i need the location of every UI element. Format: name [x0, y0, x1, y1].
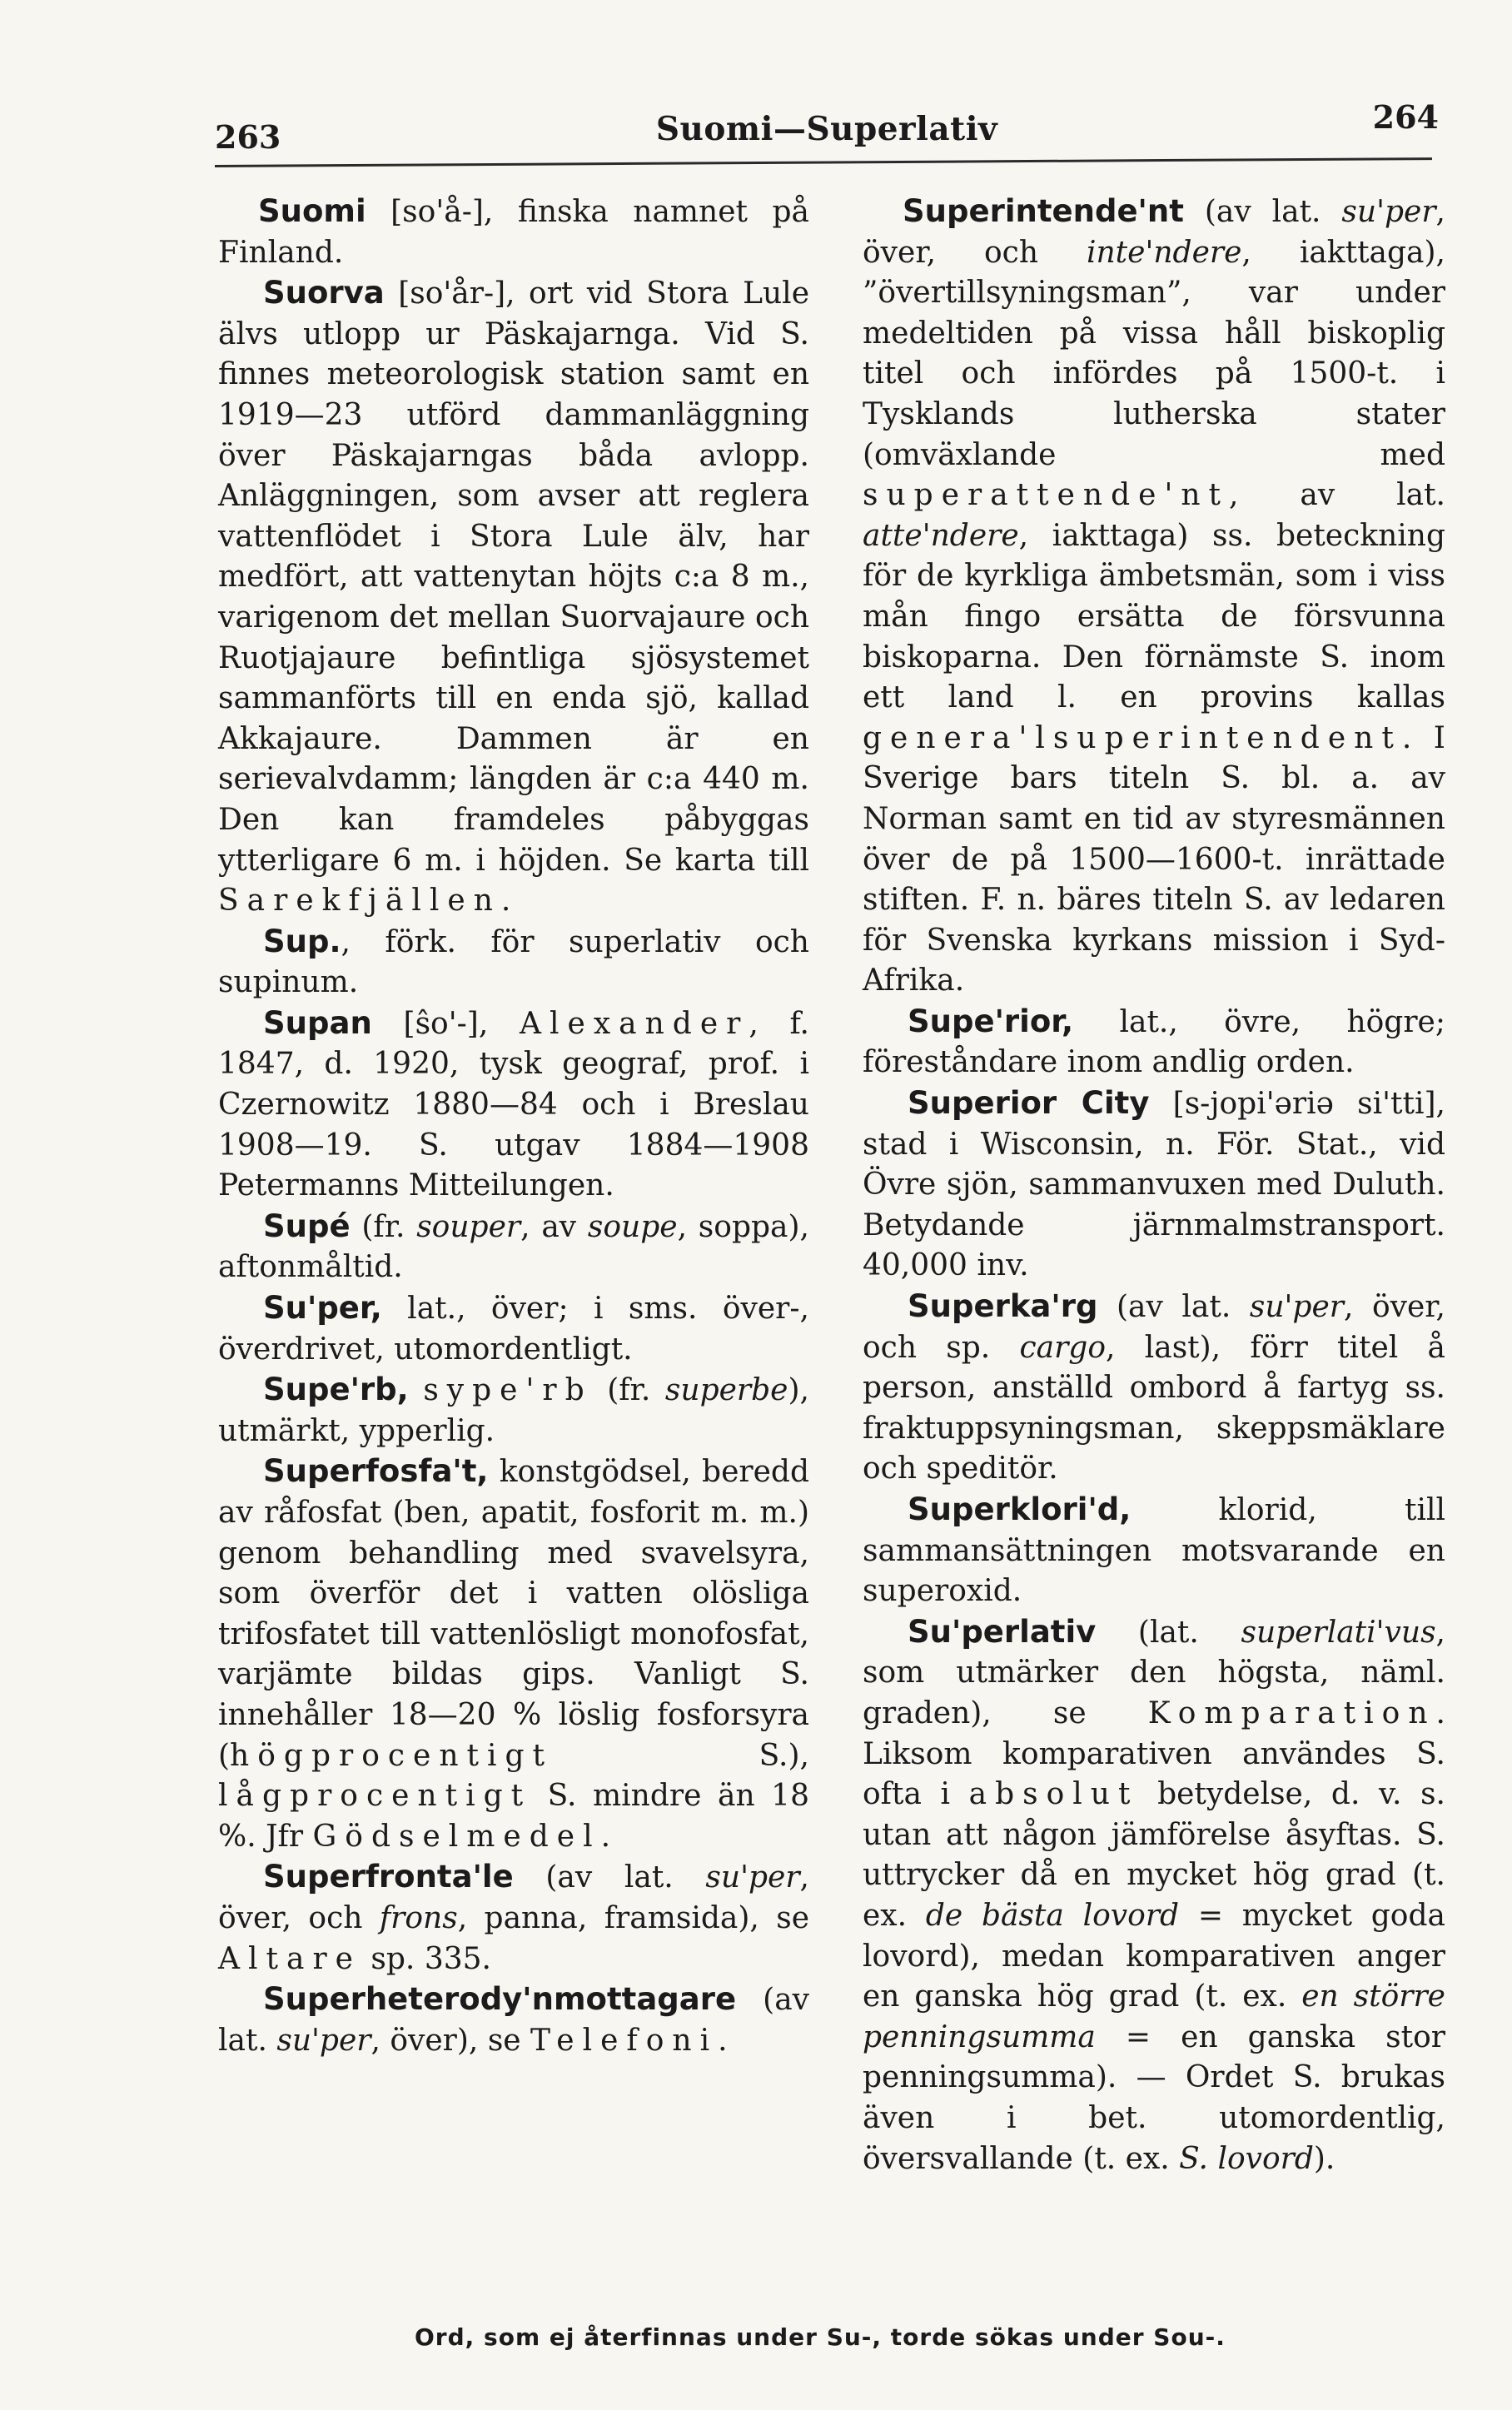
entry-text: [409, 1373, 424, 1407]
entry-text: ).: [1313, 2141, 1335, 2176]
entry-italic: su'per: [276, 2023, 371, 2058]
entry-text: , iakttaga), ”övertillsyningsman”, var under medeltiden på vissa håll biskoplig titel och infördes på 1500-t. i Tysklands lutherska stater (omväxlande med: [863, 235, 1446, 472]
entry-italic: su'per: [1341, 195, 1436, 229]
entry-text: [so'å-], finska namnet på Finland.: [218, 195, 809, 270]
dictionary-entry: [863, 1612, 1445, 2179]
entry-text: S. mindre än 18 %. Jfr: [218, 1779, 809, 1854]
right-page-number: 264: [1372, 98, 1439, 136]
entry-spaced: Gödselmedel: [312, 1819, 601, 1854]
entry-spaced: Sarekfjällen: [218, 884, 501, 919]
entry-spaced: Komparation: [1147, 1695, 1436, 1730]
entry-text: [ŝo'-],: [371, 1006, 520, 1041]
entry-italic: soupe: [587, 1209, 678, 1244]
entry-text: (lat.: [1096, 1615, 1241, 1650]
entry-spaced: superattende'nt: [863, 478, 1230, 513]
entry-headword: Superfronta'le: [263, 1859, 514, 1895]
entry-text: (av lat.: [218, 1983, 809, 2058]
entry-italic: souper: [416, 1209, 521, 1244]
entry-italic: cargo: [1019, 1330, 1107, 1365]
dictionary-entry: [218, 1288, 809, 1370]
left-page-number: 263: [215, 118, 281, 156]
entry-text: , förk. för superlativ och supinum.: [218, 924, 809, 1000]
entry-text: S.),: [553, 1738, 809, 1773]
entry-italic: de bästa lovord: [925, 1898, 1180, 1933]
entry-headword: Suorva: [263, 275, 385, 311]
entry-headword: Sup.: [263, 923, 341, 959]
entry-text: lat., övre, högre; föreståndare inom andlig orden.: [863, 1004, 1445, 1080]
entry-headword: Superka'rg: [908, 1288, 1098, 1325]
entry-text: = mycket goda lovord), medan komparativen anger en ganska hög grad (t. ex.: [863, 1898, 1445, 2014]
entry-text: konstgödsel, beredd av råfosfat (ben, apatit, fosforit m. m.) genom behandling med svavelsyra, som överför det i vatten olösliga trifosfatet till vattenlösligt monofosfat, varjämte bildas gips. Vanligt S. innehåller 18—20 % löslig fosforsyra (: [218, 1455, 809, 1773]
entry-headword: Supan: [263, 1004, 372, 1041]
entry-text: , som utmärker den högsta, näml. graden), se: [863, 1615, 1445, 1730]
left-column: [218, 192, 809, 2061]
entry-text: (av lat.: [513, 1860, 706, 1895]
entry-text: betydelse, d. v. s. utan att någon jämförelse åsyftas. S. uttrycker då en mycket hög grad (t. ex.: [863, 1777, 1446, 1933]
entry-spaced: sype'rb: [423, 1373, 593, 1408]
dictionary-entry: [218, 273, 809, 922]
entry-spaced: absolut: [968, 1777, 1139, 1812]
entry-italic: S. lovord: [1179, 2141, 1314, 2176]
entry-text: . Liksom komparativen användes S. ofta i: [863, 1695, 1445, 1812]
entry-italic: frons: [379, 1900, 458, 1935]
entry-headword: Suomi: [258, 193, 366, 229]
entry-text: , av: [520, 1209, 588, 1244]
entry-headword: Superintende'nt: [903, 193, 1184, 229]
entry-text: ), utmärkt, ypperlig.: [218, 1373, 809, 1448]
entry-spaced: högprocentigt: [230, 1738, 554, 1773]
page-header: [215, 93, 1439, 160]
entry-text: sp. 335.: [361, 1941, 491, 1976]
dictionary-entry: [218, 1857, 809, 1979]
entry-text: lat., över; i sms. över-, överdrivet, utomordentligt.: [218, 1292, 809, 1367]
entry-text: (av lat.: [1097, 1290, 1250, 1325]
entry-italic: superbe: [664, 1373, 788, 1408]
entry-text: .: [500, 884, 511, 919]
dictionary-entry: [863, 1490, 1445, 1612]
entry-text: , över, och sp.: [863, 1290, 1445, 1365]
entry-headword: Supe'rior,: [908, 1003, 1074, 1039]
entry-text: .: [718, 2023, 728, 2058]
entry-italic: atte'ndere: [863, 518, 1019, 553]
entry-text: klorid, till sammansättningen motsvarande en superoxid.: [863, 1493, 1445, 1609]
entry-text: , last), förr titel å person, anställd ombord å fartyg ss. fraktuppsyningsman, skeppsmäklare och speditör.: [863, 1330, 1445, 1486]
entry-headword: Superior City: [908, 1085, 1150, 1122]
entry-italic: superlati'vus: [1241, 1615, 1436, 1650]
entry-text: , över, och: [218, 1860, 809, 1935]
entry-text: [so'år-], ort vid Stora Lule älvs utlopp ur Päskajarnga. Vid S. finnes meteorologisk station samt en 1919—23 utförd dammanläggning över Päskajarngas båda avlopp. Anläggningen, som avser att reglera vattenflödet i Stora Lule älv, har medfört, att vattenytan höjts c:a 8 m., varigenom det mellan Suorvajaure och Ruotjajaure befintliga sjösystemet sammanförts till en enda sjö, kallad Akkajaure. Dammen är en serievalvdamm; längden är c:a 440 m. Den kan framdeles påbyggas ytterligare 6 m. i höjden. Se karta till: [218, 276, 809, 878]
footer-note: Ord, som ej återfinnas under Su-, torde sökas under Sou-.: [415, 2323, 1226, 2351]
entry-spaced: Altare: [218, 1941, 361, 1976]
dictionary-entry: [863, 192, 1445, 1002]
entry-text: (fr.: [350, 1209, 417, 1244]
entry-text: , panna, framsida), se: [457, 1900, 809, 1935]
dictionary-entry: [863, 1287, 1445, 1490]
entry-text: , över), se: [371, 2023, 531, 2058]
dictionary-entry: [218, 1979, 809, 2061]
entry-spaced: lågprocentigt: [218, 1779, 532, 1814]
dictionary-entry: [863, 1002, 1445, 1083]
entry-text: , över, och: [863, 195, 1445, 270]
dictionary-entry: [863, 1083, 1445, 1287]
entry-text: (fr.: [592, 1373, 665, 1408]
dictionary-entry: [218, 1207, 809, 1288]
entry-text: , av lat.: [1229, 478, 1445, 513]
entry-italic: inte'ndere: [1086, 235, 1242, 270]
entry-headword: Supe'rb,: [263, 1372, 409, 1408]
dictionary-entry: [218, 1451, 809, 1857]
entry-text: [s-jopi'əriə si'tti], stad i Wisconsin, n. För. Stat., vid Övre sjön, sammanvuxen med Duluth. Betydande järnmalmstransport. 40,000 inv.: [863, 1087, 1445, 1283]
entry-text: , soppa), aftonmåltid.: [218, 1209, 810, 1285]
entry-italic: en större penningsumma: [863, 1979, 1445, 2054]
running-title: Suomi—Superlativ: [655, 110, 998, 148]
entry-headword: Superklori'd,: [908, 1491, 1132, 1527]
entry-italic: su'per: [1249, 1290, 1344, 1325]
entry-spaced: Telefoni: [530, 2023, 719, 2058]
entry-italic: su'per: [705, 1860, 800, 1895]
dictionary-entry: [218, 1003, 809, 1207]
entry-headword: Supé: [263, 1207, 351, 1244]
entry-spaced: Alexander: [520, 1006, 749, 1041]
entry-text: . I Sverige bars titeln S. bl. a. av Norman samt en tid av styresmännen över de på 1500—1600-t. inrättade stiften. F. n. bäres titeln S. av ledaren för Svenska kyrkans mission i Syd-Afrika.: [863, 720, 1445, 998]
entry-text: .: [600, 1819, 611, 1854]
entry-headword: Superfosfa't,: [263, 1453, 489, 1490]
entry-text: (av lat.: [1183, 195, 1342, 229]
dictionary-entry: [218, 922, 809, 1003]
entry-text: , f. 1847, d. 1920, tysk geograf, prof. i Czernowitz 1880—84 och i Breslau 1908—19. S. utgav 1884—1908 Petermanns Mitteilungen.: [218, 1006, 809, 1203]
entry-headword: Su'per,: [263, 1290, 382, 1327]
right-column: [863, 192, 1445, 2179]
dictionary-entry: [218, 1370, 809, 1451]
dictionary-entry: [218, 192, 809, 273]
entry-spaced: genera'lsuperintendent: [863, 720, 1402, 755]
entry-headword: Su'perlativ: [908, 1613, 1097, 1650]
entry-headword: Superheterody'nmottagare: [263, 1981, 737, 2018]
entry-text: , iakttaga) ss. beteckning för de kyrkliga ämbetsmän, som i viss mån fingo ersätta de försvunna biskoparna. Den förnämste S. inom ett land l. en provins kallas: [863, 518, 1445, 715]
entry-text: = en ganska stor penningsumma). — Ordet S. brukas även i bet. utomordentlig, översvallande (t. ex.: [863, 2019, 1445, 2176]
